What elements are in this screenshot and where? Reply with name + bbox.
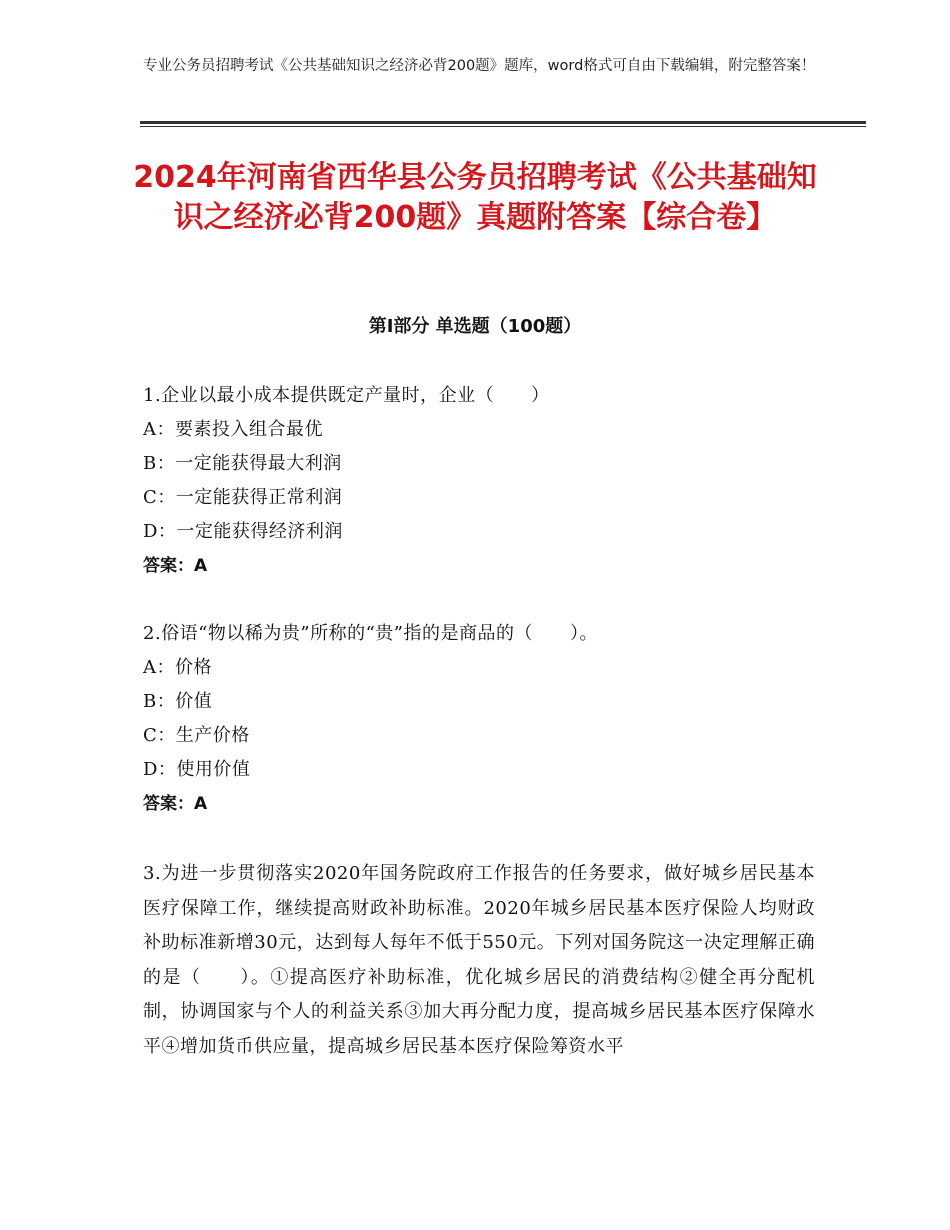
question-1 — [143, 379, 815, 583]
header-note: 专业公务员招聘考试《公共基础知识之经济必背200题》题库，word格式可自由下载编辑，附完整答案！ — [143, 58, 816, 74]
option-c: C：生产价格 — [143, 725, 250, 746]
option-c: C：一定能获得正常利润 — [143, 487, 343, 508]
question-2 — [143, 617, 815, 821]
section-title: 第Ⅰ部分 单选题（100题） — [368, 316, 582, 337]
question-stem: 2.俗语“物以稀为贵”所称的“贵”指的是商品的（ ）。 — [143, 623, 598, 644]
question-3 — [143, 857, 815, 1064]
option-b: B：价值 — [143, 691, 213, 712]
question-stem: 3.为进一步贯彻落实2020年国务院政府工作报告的任务要求，做好城乡居民基本医疗保障工作，继续提高财政补助标准。2020年城乡居民基本医疗保险人均财政补助标准新增30元，达到每人每年不低于550元。下列对国务院这一决定理解正确的是（ ）。①提高医疗补助标准，优化城乡居民的消费结构②健全再分配机制，协调国家与个人的利益关系③加大再分配力度，提高城乡居民基本医疗保障水平④增加货币供应量，提高城乡居民基本医疗保险筹资水平 — [143, 863, 815, 1057]
header-divider-thin — [140, 126, 866, 127]
option-a: A：要素投入组合最优 — [143, 419, 323, 440]
header-divider — [140, 121, 866, 124]
option-a: A：价格 — [143, 657, 212, 678]
option-d: D：使用价值 — [143, 759, 251, 780]
option-b: B：一定能获得最大利润 — [143, 453, 342, 474]
document-title: 2024年河南省西华县公务员招聘考试《公共基础知识之经济必背200题》真题附答案【综合卷】 — [133, 160, 817, 235]
answer: 答案：A — [143, 794, 208, 814]
option-d: D：一定能获得经济利润 — [143, 521, 343, 542]
answer: 答案：A — [143, 556, 208, 576]
question-stem: 1.企业以最小成本提供既定产量时，企业（ ） — [143, 385, 550, 406]
